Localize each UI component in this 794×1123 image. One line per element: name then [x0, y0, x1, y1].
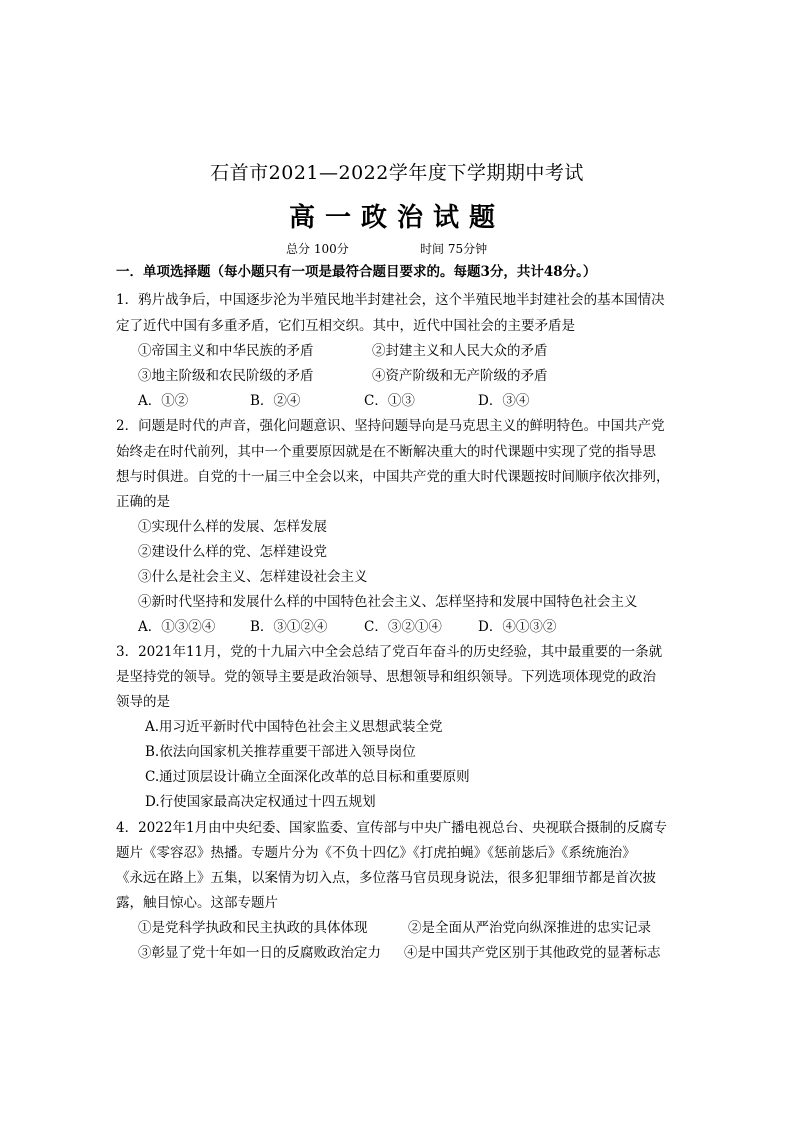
q4-option-1: ①是党科学执政和民主执政的具体体现 — [138, 920, 368, 936]
q3-option-d: D.行使国家最高决定权通过十四五规划 — [145, 794, 376, 810]
q1-answer-b: B．②④ — [250, 393, 301, 409]
q2-option-2: ②建设什么样的党、怎样建设党 — [138, 544, 327, 560]
q1-option-4: ④资产阶级和无产阶级的矛盾 — [372, 368, 548, 384]
q1-stem-line2: 定了近代中国有多重矛盾，它们互相交织。其中，近代中国社会的主要矛盾是 — [116, 318, 575, 334]
q4-stem-line2: 题片《零容忍》热播。专题片分为《不负十四亿》《打虎拍蝇》《惩前毖后》《系统施治》 — [116, 845, 636, 861]
q2-stem-line3: 想与时俱进。自党的十一届三中全会以来，中国共产党的重大时代课题按时间顺序依次排列， — [116, 469, 670, 485]
q1-answer-a: A．①② — [138, 393, 189, 409]
q3-option-c: C.通过顶层设计确立全面深化改革的总目标和重要原则 — [145, 769, 470, 785]
q4-stem-line3: 《永远在路上》五集，以案情为切入点，多位落马官员现身说法，很多犯罪细节都是首次披 — [116, 870, 656, 886]
q2-stem-line1: 2．问题是时代的声音，强化问题意识、坚持问题导向是马克思主义的鲜明特色。中国共产党 — [116, 418, 665, 434]
q4-stem-line4: 露，触目惊心。这部专题片 — [116, 895, 278, 911]
exam-title: 石首市2021—2022学年度下学期期中考试 — [210, 162, 584, 184]
q3-stem-line2: 是坚持党的领导。党的领导主要是政治领导、思想领导和组织领导。下列选项体现党的政治 — [116, 669, 656, 685]
total-score: 总分 100分 — [286, 242, 349, 256]
q2-option-3: ③什么是社会主义、怎样建设社会主义 — [138, 569, 368, 585]
q1-option-3: ③地主阶级和农民阶级的矛盾 — [138, 368, 314, 384]
q1-answer-d: D．③④ — [478, 393, 530, 409]
q1-option-2: ②封建主义和人民大众的矛盾 — [372, 343, 548, 359]
q4-stem-line1: 4．2022年1月由中央纪委、国家监委、宣传部与中央广播电视总台、央视联合摄制的反腐专 — [116, 820, 668, 836]
exam-subtitle: 高一政治试题 — [288, 203, 505, 233]
q2-option-1: ①实现什么样的发展、怎样发展 — [138, 519, 327, 535]
q2-answer-a: A．①③②④ — [138, 619, 216, 635]
exam-time: 时间 75分钟 — [420, 242, 488, 256]
q2-stem-line2: 始终走在时代前列，其中一个重要原因就是在不断解决重大的时代课题中实现了党的指导思 — [116, 444, 656, 460]
q1-answer-c: C．①③ — [364, 393, 415, 409]
q2-answer-c: C．③②①④ — [364, 619, 442, 635]
q2-option-4: ④新时代坚持和发展什么样的中国特色社会主义、怎样坚持和发展中国特色社会主义 — [138, 594, 638, 610]
q4-option-2: ②是全面从严治党向纵深推进的忠实记录 — [408, 920, 651, 936]
q3-option-a: A.用习近平新时代中国特色社会主义思想武装全党 — [145, 719, 443, 735]
q3-stem-line3: 领导的是 — [116, 694, 170, 710]
q4-option-4: ④是中国共产党区别于其他政党的显著标志 — [404, 945, 661, 961]
q1-option-1: ①帝国主义和中华民族的矛盾 — [138, 343, 314, 359]
q4-option-3: ③彰显了党十年如一日的反腐败政治定力 — [138, 945, 381, 961]
section-heading: 一．单项选择题（每小题只有一项是最符合题目要求的。每题3分，共计48分。） — [116, 264, 597, 280]
q1-stem-line1: 1．鸦片战争后，中国逐步沦为半殖民地半封建社会，这个半殖民地半封建社会的基本国情决 — [116, 292, 665, 308]
q2-answer-b: B．③①②④ — [250, 619, 328, 635]
q2-stem-line4: 正确的是 — [116, 494, 170, 510]
q2-answer-d: D．④①③② — [478, 619, 557, 635]
q3-stem-line1: 3．2021年11月，党的十九届六中全会总结了党百年奋斗的历史经验，其中最重要的一条就 — [116, 644, 663, 660]
q3-option-b: B.依法向国家机关推荐重要干部进入领导岗位 — [145, 744, 416, 760]
